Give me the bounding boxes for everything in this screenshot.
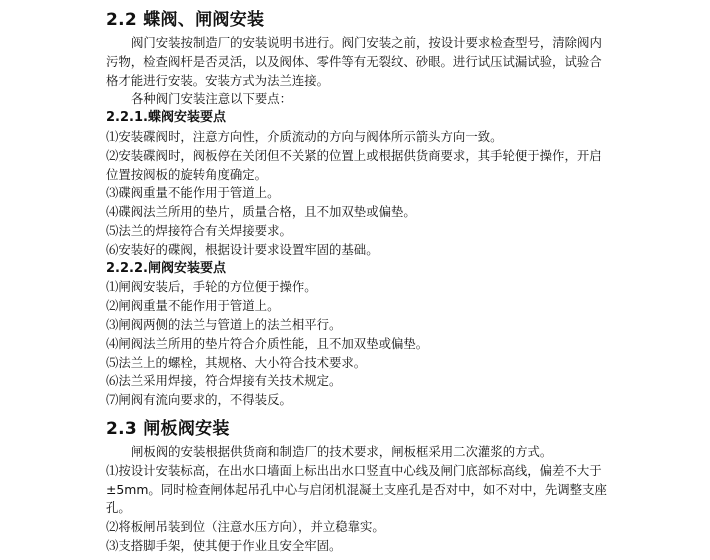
paragraph-line: 污物，检查阀杆是否灵活，以及阀体、零件等有无裂纹、砂眼。进行试压试漏试验，试验合 [106,53,602,69]
list-item: ⑹安装好的碟阀，根据设计要求设置牢固的基础。 [106,241,379,257]
paragraph-line: 各种阀门安装注意以下要点： [131,91,293,107]
list-item: ⑷碟阀法兰所用的垫片，质量合格，且不加双垫或偏垫。 [106,204,416,220]
section-heading-2-2: 2.2 蝶阀、闸阀安装 [106,10,265,30]
subsection-heading-gate-valve: 2.2.2.闸阀安装要点 [106,260,226,276]
subsection-heading-butterfly-valve: 2.2.1.蝶阀安装要点 [106,110,226,126]
list-item: ±5mm。同时检查闸体起吊孔中心与启闭机混凝土支座孔是否对中，如不对中，先调整支座 [106,481,607,497]
list-item: ⑵安装碟阀时，阀板停在关闭但不关紧的位置上或根据供货商要求，其手轮便于操作，开启 [106,147,602,163]
list-item: ⑺闸阀有流向要求的，不得装反。 [106,392,292,408]
paragraph-line: 闸板阀的安装根据供货商和制造厂的技术要求，闸板框采用二次灌浆的方式。 [131,443,553,459]
list-item: ⑶碟阀重量不能作用于管道上。 [106,185,280,201]
list-item: ⑵闸阀重量不能作用于管道上。 [106,298,280,314]
list-item: ⑸法兰的焊接符合有关焊接要求。 [106,222,292,238]
paragraph-line: 阀门安装按制造厂的安装说明书进行。阀门安装之前，按设计要求检查型号，清除阀内 [131,35,602,50]
list-item: 孔。 [106,500,131,516]
list-item: ⑷闸阀法兰所用的垫片符合介质性能，且不加双垫或偏垫。 [106,335,429,351]
list-item: ⑴闸阀安装后，手轮的方位便于操作。 [106,279,317,295]
list-item: ⑸法兰上的螺栓，其规格、大小符合技术要求。 [106,354,367,370]
list-item: ⑶闸阀两侧的法兰与管道上的法兰相平行。 [106,316,342,332]
list-item: ⑵将板闸吊装到位（注意水压方向），并立稳靠实。 [106,519,385,535]
list-item: ⑶支搭脚手架，使其便于作业且安全牢固。 [106,537,342,553]
list-item: ⑴安装碟阀时，注意方向性，介质流动的方向与阀体所示箭头方向一致。 [106,128,503,144]
list-item: ⑹法兰采用焊接，符合焊接有关技术规定。 [106,373,342,389]
section-heading-2-3: 2.3 闸板阀安装 [106,418,230,439]
document-page [106,6,616,556]
list-item: ⑴按设计安装标高，在出水口墙面上标出出水口竖直中心线及闸门底部标高线，偏差不大于 [106,462,602,478]
paragraph-line: 格才能进行安装。安装方式为法兰连接。 [106,72,330,88]
list-item: 位置按阀板的旋转角度确定。 [106,166,268,182]
